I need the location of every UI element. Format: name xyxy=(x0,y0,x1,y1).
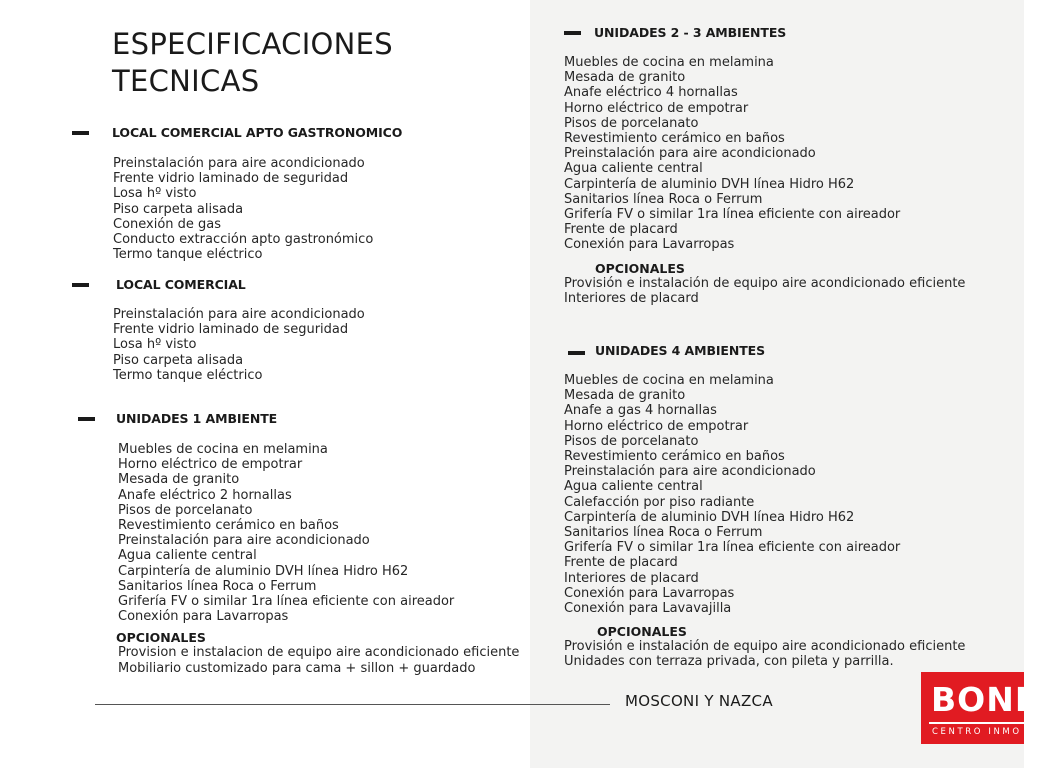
spec-item: Anafe eléctrico 2 hornallas xyxy=(118,487,292,503)
spec-item: Provision e instalacion de equipo aire acondicionado eficiente xyxy=(118,645,520,661)
spec-item: Carpintería de aluminio DVH línea Hidro H62 xyxy=(118,563,409,579)
spec-item: Piso carpeta alisada xyxy=(113,201,244,217)
spec-list xyxy=(113,307,365,383)
opcionales-title: OPCIONALES xyxy=(597,624,687,640)
spec-item: Muebles de cocina en melamina xyxy=(564,373,774,388)
opcionales-title: OPCIONALES xyxy=(116,630,206,646)
spec-item: Revestimiento cerámico en baños xyxy=(564,131,785,147)
spec-item: Mobiliario customizado para cama + sillon + guardado xyxy=(118,660,476,676)
spec-item: Sanitarios línea Roca o Ferrum xyxy=(564,191,763,207)
dash-marker xyxy=(72,131,89,135)
brand-logo xyxy=(921,672,1050,744)
spec-list xyxy=(564,373,965,616)
section-header xyxy=(72,276,365,296)
spec-item: Conducto extracción apto gastronómico xyxy=(113,232,374,248)
opcionales-list xyxy=(564,639,965,669)
section-local-comercial xyxy=(72,276,365,383)
dash-marker xyxy=(78,417,95,421)
spec-item: Piso carpeta alisada xyxy=(113,352,244,368)
opcionales-list xyxy=(564,276,965,306)
section-local-gastronomico xyxy=(72,124,403,263)
footer-divider xyxy=(95,704,610,705)
spec-item: Preinstalación para aire acondicionado xyxy=(113,156,365,171)
section-title: UNIDADES 1 AMBIENTE xyxy=(116,411,278,426)
spec-item: Mesada de granito xyxy=(564,70,686,86)
opcionales-list xyxy=(118,645,519,675)
spec-item: Grifería FV o similar 1ra línea eficiente con aireador xyxy=(564,207,901,223)
spec-item: Pisos de porcelanato xyxy=(118,502,253,518)
spec-item: Frente de placard xyxy=(564,222,678,238)
spec-item: Anafe eléctrico 4 hornallas xyxy=(564,85,738,101)
spec-item: Agua caliente central xyxy=(564,161,703,177)
section-unidades-2-3 xyxy=(564,24,965,306)
opcionales-title: OPCIONALES xyxy=(595,260,685,276)
spec-item: Pisos de porcelanato xyxy=(564,115,699,131)
spec-item: Sanitarios línea Roca o Ferrum xyxy=(564,525,763,541)
spec-item: Agua caliente central xyxy=(118,548,257,564)
spec-item: Losa hº visto xyxy=(113,186,197,202)
spec-item: Conexión de gas xyxy=(113,216,222,232)
spec-item: Conexión para Lavarropas xyxy=(564,585,735,601)
spec-item: Losa hº visto xyxy=(113,337,197,353)
spec-item: Revestimiento cerámico en baños xyxy=(564,449,785,465)
dash-marker xyxy=(72,283,89,287)
section-header xyxy=(564,24,965,44)
spec-item: Preinstalación para aire acondicionado xyxy=(564,464,816,480)
spec-item: Conexión para Lavarropas xyxy=(118,609,289,625)
section-title: UNIDADES 2 - 3 AMBIENTES xyxy=(594,25,787,40)
spec-item: Provisión e instalación de equipo aire acondicionado eficiente xyxy=(564,275,966,291)
spec-item: Horno eléctrico de empotrar xyxy=(118,457,303,473)
dash-marker xyxy=(568,351,585,355)
spec-item: Provisión e instalación de equipo aire acondicionado eficiente xyxy=(564,639,966,655)
spec-item: Preinstalación para aire acondicionado xyxy=(564,146,816,162)
section-header xyxy=(78,410,519,430)
spec-list xyxy=(113,156,373,262)
spec-item: Conexión para Lavavajilla xyxy=(564,601,732,617)
spec-item: Frente vidrio laminado de seguridad xyxy=(113,322,349,338)
spec-item: Anafe a gas 4 hornallas xyxy=(564,403,717,419)
spec-item: Frente vidrio laminado de seguridad xyxy=(113,171,349,187)
spec-item: Horno eléctrico de empotrar xyxy=(564,418,749,434)
spec-item: Muebles de cocina en melamina xyxy=(118,442,328,457)
spec-item: Interiores de placard xyxy=(564,290,699,306)
spec-item: Preinstalación para aire acondicionado xyxy=(113,307,365,322)
spec-item: Agua caliente central xyxy=(564,479,703,495)
dash-marker xyxy=(564,31,581,35)
section-title: LOCAL COMERCIAL APTO GASTRONOMICO xyxy=(112,125,403,140)
spec-list xyxy=(564,55,965,253)
spec-item: Grifería FV o similar 1ra línea eficiente con aireador xyxy=(118,594,455,610)
spec-item: Pisos de porcelanato xyxy=(564,433,699,449)
logo-wordmark: BONIL xyxy=(931,680,1050,719)
section-header xyxy=(72,124,403,144)
page-title xyxy=(112,26,393,100)
footer-location: MOSCONI Y NAZCA xyxy=(625,692,773,710)
page-title-line-2: TECNICAS xyxy=(112,64,260,98)
spec-item: Termo tanque eléctrico xyxy=(113,367,263,383)
spec-list xyxy=(118,442,519,624)
spec-item: Frente de placard xyxy=(564,555,678,571)
spec-item: Carpintería de aluminio DVH línea Hidro H62 xyxy=(564,509,855,525)
spec-item: Unidades con terraza privada, con pileta y parrilla. xyxy=(564,654,894,670)
spec-item: Conexión para Lavarropas xyxy=(564,237,735,253)
section-title: UNIDADES 4 AMBIENTES xyxy=(595,343,765,358)
spec-item: Mesada de granito xyxy=(564,388,686,404)
logo-rule xyxy=(929,722,1024,724)
spec-item: Revestimiento cerámico en baños xyxy=(118,518,339,534)
spec-item: Preinstalación para aire acondicionado xyxy=(118,533,370,549)
spec-item: Sanitarios línea Roca o Ferrum xyxy=(118,578,317,594)
spec-item: Calefacción por piso radiante xyxy=(564,494,755,510)
spec-item: Interiores de placard xyxy=(564,570,699,586)
spec-item: Grifería FV o similar 1ra línea eficiente con aireador xyxy=(564,540,901,556)
spec-item: Muebles de cocina en melamina xyxy=(564,55,774,70)
section-header xyxy=(564,342,965,362)
section-title: LOCAL COMERCIAL xyxy=(116,277,246,292)
spec-item: Carpintería de aluminio DVH línea Hidro H62 xyxy=(564,176,855,192)
spec-item: Termo tanque eléctrico xyxy=(113,247,263,263)
spec-item: Mesada de granito xyxy=(118,472,240,488)
page-title-line-1: ESPECIFICACIONES xyxy=(112,27,394,61)
logo-tagline: CENTRO INMO xyxy=(932,727,1022,737)
section-unidades-4 xyxy=(564,342,965,670)
spec-item: Horno eléctrico de empotrar xyxy=(564,100,749,116)
section-unidades-1 xyxy=(78,410,519,676)
